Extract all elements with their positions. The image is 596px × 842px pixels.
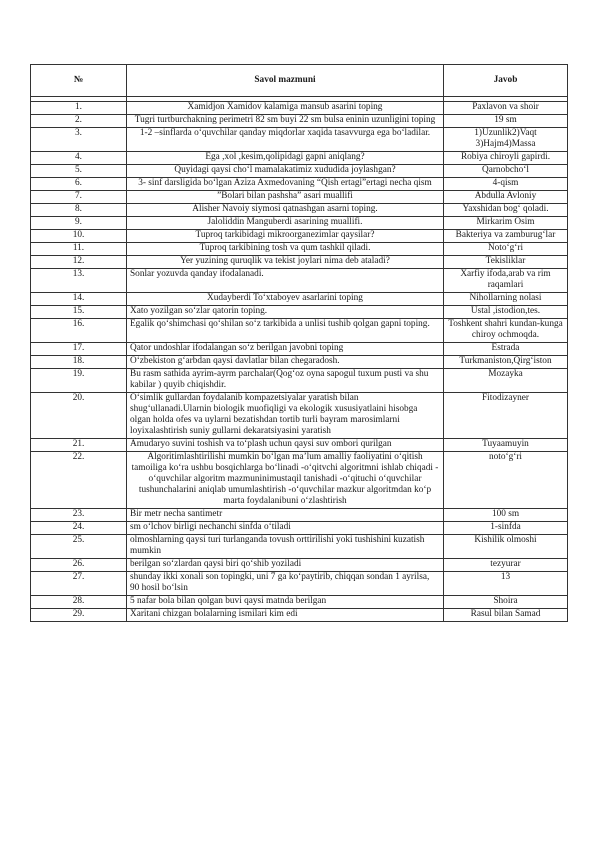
table-row	[31, 559, 568, 572]
answer-cell: noto‘g‘ri	[444, 452, 568, 509]
table-row	[31, 217, 568, 230]
table-row	[31, 509, 568, 522]
row-number: 25.	[31, 535, 127, 559]
row-number: 21.	[31, 439, 127, 452]
table-row	[31, 522, 568, 535]
table-row	[31, 243, 568, 256]
question-cell: olmoshlarning qaysi turi turlanganda tovush orttirilishi yoki tushishini kuzatish mumkin	[127, 535, 444, 559]
row-number: 16.	[31, 319, 127, 343]
answer-cell: Robiya chiroyli gapirdi.	[444, 152, 568, 165]
table-row	[31, 596, 568, 609]
answer-cell: Mirkarim Osim	[444, 217, 568, 230]
row-number: 26.	[31, 559, 127, 572]
table-row	[31, 572, 568, 596]
question-cell: Qator undoshlar ifodalangan so‘z berilgan javobni toping	[127, 343, 444, 356]
row-number: 8.	[31, 204, 127, 217]
answer-cell: Mozayka	[444, 369, 568, 393]
row-number: 3.	[31, 128, 127, 152]
answer-cell: Qarnobcho‘l	[444, 165, 568, 178]
question-cell: Bu rasm sathida ayrim-ayrm parchalar(Qog‘oz oyna sapogul tuxum pusti va shu kabilar ) quyib chiqishdir.	[127, 369, 444, 393]
table-row	[31, 439, 568, 452]
row-number: 22.	[31, 452, 127, 509]
table-row	[31, 343, 568, 356]
answer-cell: Fitodizayner	[444, 393, 568, 439]
table-row	[31, 609, 568, 622]
answer-cell: 1-sinfda	[444, 522, 568, 535]
question-cell: ”Bolari bilan pashsha” asari muallifi	[127, 191, 444, 204]
row-number: 23.	[31, 509, 127, 522]
question-cell: Tuproq tarkibidagi mikroorganezimlar qaysilar?	[127, 230, 444, 243]
answer-cell: Noto‘g‘ri	[444, 243, 568, 256]
row-number: 13.	[31, 269, 127, 293]
row-number: 17.	[31, 343, 127, 356]
row-number: 12.	[31, 256, 127, 269]
row-number: 28.	[31, 596, 127, 609]
question-cell: Xudayberdi To‘xtaboyev asarlarini toping	[127, 293, 444, 306]
header-num: №	[31, 65, 127, 97]
row-number: 29.	[31, 609, 127, 622]
question-cell: Algoritimlashtirilishi mumkin bo‘lgan ma’lum amalliy faoliyatini o‘qitish tamoiliga ko‘ra ushbu bosqichlarga bo‘linadi -o‘qitvchi algoritmni ishlab chiqadi -o‘quvchilar algoritm mazmuninimustaqil tanishadi -o‘qituchi o‘quvchilar tushunchalarini aniqlab umumlashtirish -o‘quvchilar mazkur algoritmdan ko‘p marta foydalanibuni o‘zlashtirish	[127, 452, 444, 509]
question-cell: shunday ikki xonali son topingki, uni 7 ga ko‘paytirib, chiqqan sondan 1 ayrilsa, 90 hosil bo‘lsin	[127, 572, 444, 596]
answer-cell: tezyurar	[444, 559, 568, 572]
table-row	[31, 191, 568, 204]
answer-cell: Tuyaamuyin	[444, 439, 568, 452]
table-row	[31, 102, 568, 115]
question-cell: Jaloliddin Manguberdi asarining muallifi.	[127, 217, 444, 230]
row-number: 18.	[31, 356, 127, 369]
table-row	[31, 535, 568, 559]
question-cell: Quyidagi qaysi cho‘l mamalakatimiz xududida joylashgan?	[127, 165, 444, 178]
row-number: 19.	[31, 369, 127, 393]
row-number: 6.	[31, 178, 127, 191]
header-answer: Javob	[444, 65, 568, 97]
question-cell: 3- sinf darsligida bo‘lgan Aziza Axmedovaning “Qish ertagi”ertagi necha qism	[127, 178, 444, 191]
answer-cell: 1)Uzunlik2)Vaqt 3)Hajm4)Massa	[444, 128, 568, 152]
row-number: 15.	[31, 306, 127, 319]
question-cell: Egalik qo‘shimchasi qo‘shilan so‘z tarkibida a unlisi tushib qolgan gapni toping.	[127, 319, 444, 343]
answer-cell: 100 sm	[444, 509, 568, 522]
row-number: 2.	[31, 115, 127, 128]
answer-cell: 19 sm	[444, 115, 568, 128]
answer-cell: Nihollarning nolasi	[444, 293, 568, 306]
row-number: 5.	[31, 165, 127, 178]
table-row	[31, 319, 568, 343]
row-number: 27.	[31, 572, 127, 596]
answer-cell: 4-qism	[444, 178, 568, 191]
row-number: 24.	[31, 522, 127, 535]
answer-cell: Toshkent shahri kundan-kunga chiroy ochmoqda.	[444, 319, 568, 343]
question-cell: Tugri turtburchakning perimetri 82 sm buyi 22 sm bulsa eninin uzunligini toping	[127, 115, 444, 128]
table-row	[31, 230, 568, 243]
table-row	[31, 269, 568, 293]
row-number: 4.	[31, 152, 127, 165]
answer-cell: Shoira	[444, 596, 568, 609]
answer-cell: Paxlavon va shoir	[444, 102, 568, 115]
question-cell: Yer yuzining quruqlik va tekist joylari nima deb ataladi?	[127, 256, 444, 269]
question-cell: Tuproq tarkibining tosh va qum tashkil qiladi.	[127, 243, 444, 256]
table-body	[31, 102, 568, 622]
answer-cell: Abdulla Avloniy	[444, 191, 568, 204]
table-row	[31, 452, 568, 509]
header-question: Savol mazmuni	[127, 65, 444, 97]
answer-cell: Kishilik olmoshi	[444, 535, 568, 559]
table-row	[31, 204, 568, 217]
table-row	[31, 115, 568, 128]
row-number: 10.	[31, 230, 127, 243]
answer-cell: Estrada	[444, 343, 568, 356]
row-number: 1.	[31, 102, 127, 115]
answer-cell: Ustal ,istodion,tes.	[444, 306, 568, 319]
question-cell: Xaritani chizgan bolalarning ismilari kim edi	[127, 609, 444, 622]
question-cell: Ega ,xol ,kesim,qolipidagi gapni aniqlang?	[127, 152, 444, 165]
question-cell: berilgan so‘zlardan qaysi biri qo‘shib yoziladi	[127, 559, 444, 572]
table-row	[31, 178, 568, 191]
table-row	[31, 306, 568, 319]
question-cell: O‘simlik gullardan foydalanib kompazetsiyalar yaratish bilan shug‘ullanadi.Ularnin biologik muofiqligi va ekologik xususiyatlaini hisobga olgan holda ofes va uylarni bezatishdan tortib turli bayram marosimlarni loyixalashtirish suniy gullarni dekaratsiyasini yaratish	[127, 393, 444, 439]
answer-cell: Yaxshidan bog‘ qoladi.	[444, 204, 568, 217]
question-cell: Sonlar yozuvda qanday ifodalanadi.	[127, 269, 444, 293]
question-cell: Xamidjon Xamidov kalamiga mansub asarini toping	[127, 102, 444, 115]
question-cell: Alisher Navoiy siymosi qatnashgan asarni toping.	[127, 204, 444, 217]
table-row	[31, 152, 568, 165]
question-cell: O‘zbekiston g‘arbdan qaysi davlatlar bilan chegaradosh.	[127, 356, 444, 369]
answer-cell: Rasul bilan Samad	[444, 609, 568, 622]
answer-cell: Tekisliklar	[444, 256, 568, 269]
question-cell: Xato yozilgan so‘zlar qatorin toping.	[127, 306, 444, 319]
row-number: 9.	[31, 217, 127, 230]
question-cell: Bir metr necha santimetr	[127, 509, 444, 522]
question-cell: Amudaryo suvini toshish va to‘plash uchun qaysi suv ombori qurilgan	[127, 439, 444, 452]
table-row	[31, 128, 568, 152]
table-row	[31, 165, 568, 178]
answer-cell: 13	[444, 572, 568, 596]
answer-cell: Bakteriya va zamburug‘lar	[444, 230, 568, 243]
table-row	[31, 393, 568, 439]
question-cell: 5 nafar bola bilan qolgan buvi qaysi matnda berilgan	[127, 596, 444, 609]
question-cell: sm o‘lchov birligi nechanchi sinfda o‘tiladi	[127, 522, 444, 535]
row-number: 14.	[31, 293, 127, 306]
row-number: 11.	[31, 243, 127, 256]
answer-cell: Turkmaniston,Qirg‘iston	[444, 356, 568, 369]
answer-cell: Xarfiy ifoda,arab va rim raqamlari	[444, 269, 568, 293]
table-row	[31, 256, 568, 269]
table-row	[31, 293, 568, 306]
question-cell: 1-2 –sinflarda o‘quvchilar qanday miqdorlar xaqida tasavvurga ega bo‘ladilar.	[127, 128, 444, 152]
table-row	[31, 356, 568, 369]
table-row	[31, 369, 568, 393]
header-row	[31, 65, 568, 97]
row-number: 20.	[31, 393, 127, 439]
row-number: 7.	[31, 191, 127, 204]
quiz-table	[30, 64, 568, 622]
